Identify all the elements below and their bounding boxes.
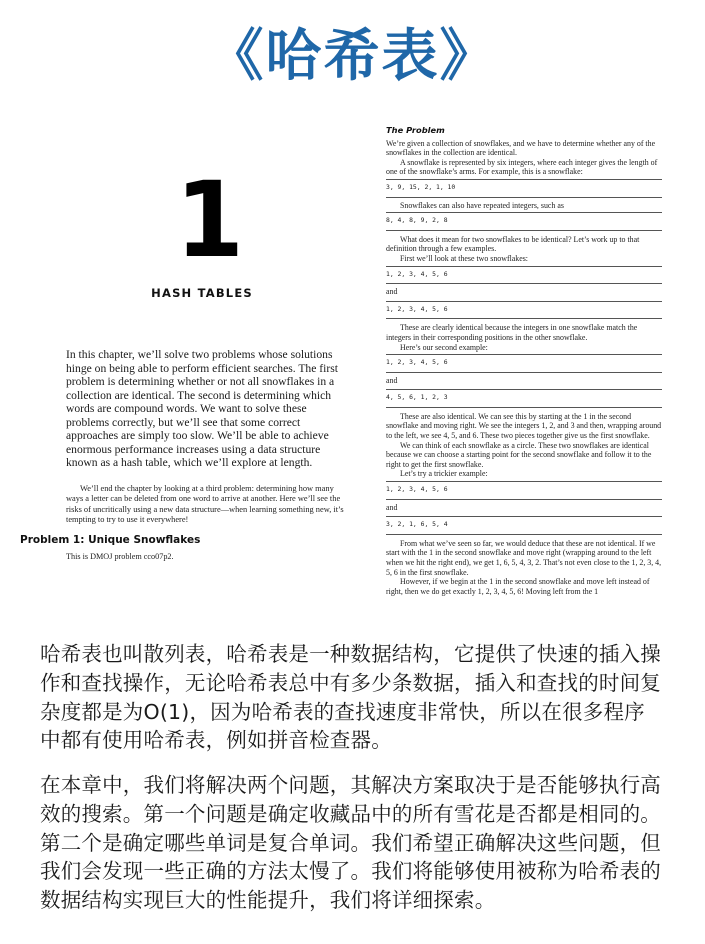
chinese-paragraph-1: 哈希表也叫散列表，哈希表是一种数据结构，它提供了快速的插入操作和查找操作，无论哈希表总中有多少条数据，插入和查找的时间复杂度都是为O(1)，因为哈希表的查找速度非常快，所以在很多程序中都有使用哈希表，例如拼音检查器。 bbox=[40, 642, 661, 753]
problem-heading: Problem 1: Unique Snowflakes bbox=[20, 534, 201, 546]
chapter-number: 1 bbox=[175, 159, 245, 281]
paragraph: We’re given a collection of snowflakes, and we have to determine whether any of the snowflakes in the collection are identical. bbox=[386, 138, 656, 158]
paragraph: From what we’ve seen so far, we would deduce that these are not identical. If we start with the 1 in the second snowflake and move right (wrapping around to the left when we hit the right end), we get 1, 6, 5, 4, 3, 2. That’s not even close to the 1, 2, 3, 4, 5, 6 in the first snowflake. bbox=[386, 538, 662, 577]
paragraph: A snowflake is represented by six integers, where each integer gives the length of one of the snowflake’s arms. For example, this is a snowflake: bbox=[386, 157, 658, 177]
problem-note: This is DMOJ problem cco07p2. bbox=[66, 552, 174, 561]
and-separator: and bbox=[386, 284, 662, 302]
code-block: 1, 2, 3, 4, 5, 6 bbox=[386, 302, 662, 320]
section-heading: The Problem bbox=[386, 125, 445, 135]
paragraph: We can think of each snowflake as a circle. These two snowflakes are identical because we can choose a starting point for the second snowflake and follow it to the right to get the first snowflake. bbox=[386, 440, 652, 469]
chapter-intro-followup: We’ll end the chapter by looking at a third problem: determining how many ways a letter can be deleted from one word to arrive at another. Here we’ll see the risks of uncritically using a new data structure—when learning something new, it’s tempting to try to use it everywhere! bbox=[66, 484, 344, 524]
paragraph: What does it mean for two snowflakes to be identical? Let’s work up to that definition through a few examples. bbox=[386, 234, 640, 254]
paragraph: These are clearly identical because the integers in one snowflake match the integers in their corresponding positions in the other snowflake. bbox=[386, 323, 638, 342]
code-block: 1, 2, 3, 4, 5, 6 bbox=[386, 266, 662, 285]
paragraph: Here’s our second example: bbox=[400, 342, 488, 352]
code-block: 8, 4, 8, 9, 2, 8 bbox=[386, 212, 662, 231]
chapter-intro: In this chapter, we’ll solve two problems whose solutions hinge on being able to perform efficient searches. The first problem is determining whether or not all snowflakes in a collection are identical. The second is determining which words are compound words. We want to solve these problems correctly, but we’ll see that some correct approaches are simply too slow. We’ll be able to achieve enormous performance increases using a data structure known as a hash table, which we’ll explore at length. bbox=[66, 348, 338, 469]
code-block: 1, 2, 3, 4, 5, 6 bbox=[386, 481, 662, 500]
code-block: 1, 2, 3, 4, 5, 6 bbox=[386, 354, 662, 373]
and-separator: and bbox=[386, 373, 662, 391]
book-page-right bbox=[386, 126, 662, 596]
and-separator: and bbox=[386, 500, 662, 518]
code-block: 3, 2, 1, 6, 5, 4 bbox=[386, 517, 662, 535]
chapter-title: HASH TABLES bbox=[151, 286, 253, 300]
code-block: 4, 5, 6, 1, 2, 3 bbox=[386, 390, 662, 408]
paragraph: However, if we begin at the 1 in the second snowflake and move left instead of right, then we do get exactly 1, 2, 3, 4, 5, 6! Moving left from the 1 bbox=[386, 577, 650, 596]
page-title: 《哈希表》 bbox=[207, 24, 498, 89]
paragraph: These are also identical. We can see this by starting at the 1 in the second snowflake and moving right. We see the integers 1, 2, and 3 and then, wrapping around to the left, we see 4, 5, and 6. These two pieces together give us the first snowflake. bbox=[386, 411, 662, 441]
paragraph: First we’ll look at these two snowflakes: bbox=[400, 253, 528, 263]
code-block: 3, 9, 15, 2, 1, 10 bbox=[386, 179, 662, 198]
paragraph: Snowflakes can also have repeated integers, such as bbox=[400, 200, 564, 210]
paragraph: Let’s try a trickier example: bbox=[400, 469, 488, 479]
chinese-paragraph-2: 在本章中，我们将解决两个问题，其解决方案取决于是否能够执行高效的搜索。第一个问题是确定收藏品中的所有雪花是否都是相同的。第二个是确定哪些单词是复合单词。我们希望正确解决这些问题，但我们会发现一些正确的方法太慢了。我们将能够使用被称为哈希表的数据结构实现巨大的性能提升，我们将详细探索。 bbox=[40, 773, 661, 913]
book-page-left bbox=[0, 120, 370, 580]
